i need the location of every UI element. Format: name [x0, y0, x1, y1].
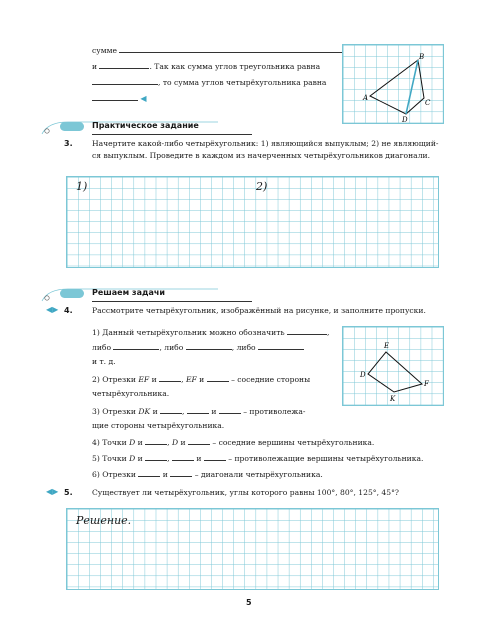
task4-etc: и т. д. — [92, 357, 116, 366]
item-text: и — [152, 407, 158, 416]
vertex-b-label: B — [419, 53, 425, 61]
intro-text: . Так как сумма углов треугольника равна — [149, 62, 321, 71]
segment-label: EF — [185, 375, 197, 384]
task4-item-5: 5) Точки D и , и – противолежащие вершины четырёхугольника. — [92, 454, 424, 463]
blank-field[interactable] — [159, 373, 184, 384]
header-underline — [92, 134, 252, 135]
task4-item-1b: либо , либо , либо — [92, 341, 304, 354]
vertex-d-label: D — [360, 371, 366, 379]
item-text: 3) Отрезки — [92, 407, 136, 416]
item-text: и — [162, 470, 168, 479]
blank-field[interactable] — [187, 405, 209, 414]
item-text: – противолежа- — [243, 407, 306, 416]
blank-field[interactable] — [119, 44, 349, 53]
blank-field[interactable] — [170, 468, 192, 477]
blank-field[interactable] — [188, 436, 210, 445]
section-title: Решаем задачи — [92, 288, 165, 297]
task4-text: Рассмотрите четырёхугольник, изображённый на рисунке, и заполните пропуски. — [92, 306, 426, 315]
section-title: Практическое задание — [92, 121, 199, 130]
quadrilateral-abcd-drawing — [342, 44, 442, 122]
task4-item-2-cont: четырёхугольника. — [92, 389, 170, 398]
task4-item-2 — [92, 373, 310, 386]
vertex-k-label: K — [390, 395, 396, 403]
task5-text: Существует ли четырёхугольник, углы которого равны 100°, 80°, 125°, 45°? — [92, 488, 399, 497]
item-text: и — [199, 375, 205, 384]
point-label: D — [129, 438, 136, 447]
blank-field[interactable] — [219, 405, 241, 414]
solution-label: Решение. — [76, 514, 132, 527]
task4-item-3: 3) Отрезки DK и , и – противолежа- — [92, 407, 306, 416]
vertex-a-label: A — [363, 94, 369, 102]
intro-text: сумме — [92, 46, 118, 55]
blank-field[interactable] — [172, 452, 194, 461]
task3-text-2: ся выпуклым. Проведите в каждом из начерченных четырёхугольников диагонали. — [92, 151, 431, 160]
item-text: либо — [164, 343, 184, 352]
item-text: либо — [92, 343, 112, 352]
page-number: 5 — [246, 598, 252, 607]
intro-line-3 — [92, 76, 326, 89]
item-text: и — [196, 454, 202, 463]
section-header-tasks — [38, 287, 238, 301]
item-text: 1) Данный четырёхугольник можно обозначить — [92, 328, 285, 337]
header-pill-icon — [60, 289, 84, 298]
quadrilateral-defk-drawing — [342, 326, 442, 404]
task4-item-6 — [92, 468, 323, 481]
blank-field[interactable] — [92, 76, 158, 85]
item-text: , — [181, 375, 184, 384]
vertex-f-label: F — [424, 380, 429, 388]
point-label: D — [171, 438, 179, 447]
blank-field[interactable] — [204, 452, 226, 461]
blank-field[interactable] — [207, 373, 229, 382]
item-text: 6) Отрезки — [92, 470, 136, 479]
item-text: 4) Точки — [92, 438, 127, 447]
intro-line-2 — [92, 60, 320, 73]
double-arrow-icon: ◀▶ — [46, 305, 59, 314]
task-number: 4. — [64, 306, 73, 315]
item-text: и — [137, 454, 143, 463]
item-text: либо — [236, 343, 256, 352]
blank-field[interactable] — [287, 326, 327, 335]
double-arrow-icon: ◀▶ — [46, 487, 59, 496]
segment-label: DK — [138, 407, 151, 416]
intro-line-4 — [92, 92, 147, 105]
grid-label-1: 1) — [76, 180, 88, 193]
header-underline — [92, 301, 252, 302]
task4-item-4: 4) Точки D и , D и – соседние вершины четырёхугольника. — [92, 438, 375, 447]
task4-item-1: 1) Данный четырёхугольник можно обозначить , — [92, 328, 330, 337]
task-number: 5. — [64, 488, 73, 497]
header-pill-icon — [60, 122, 84, 131]
item-text: и — [211, 407, 217, 416]
point-label: D — [129, 454, 136, 463]
item-text: и — [151, 375, 157, 384]
intro-text: , то сумма углов четырёхугольника равна — [158, 78, 327, 87]
section-header-practical — [38, 120, 238, 134]
blank-field[interactable] — [160, 405, 182, 414]
item-text: и — [137, 438, 143, 447]
vertex-e-label: E — [384, 342, 390, 350]
blank-field[interactable] — [99, 60, 149, 69]
item-text: и — [180, 438, 186, 447]
intro-line-1 — [92, 44, 349, 57]
blank-field[interactable] — [186, 341, 232, 350]
blank-field[interactable] — [113, 341, 159, 350]
task-number: 3. — [64, 139, 73, 148]
item-text: – соседние стороны — [231, 375, 311, 384]
vertex-c-label: C — [425, 99, 431, 107]
item-text: – диагонали четырёхугольника. — [194, 470, 323, 479]
segment-label: EF — [138, 375, 150, 384]
drawing-grid-task3[interactable] — [66, 176, 439, 268]
grid-label-2: 2) — [256, 180, 268, 193]
item-text: – соседние вершины четырёхугольника. — [212, 438, 375, 447]
item-text: – противолежащие вершины четырёхугольника. — [228, 454, 424, 463]
task4-item-3-cont: щие стороны четырёхугольника. — [92, 421, 225, 430]
intro-text: и — [92, 62, 98, 71]
item-text: 2) Отрезки — [92, 375, 136, 384]
blank-field[interactable] — [145, 452, 167, 461]
task3-text-1: Начертите какой-либо четырёхугольник: 1) являющийся выпуклым; 2) не являющий- — [92, 139, 439, 148]
blank-field[interactable] — [92, 92, 138, 101]
arrow-left-icon: ◀ — [140, 94, 147, 103]
blank-field[interactable] — [145, 436, 167, 445]
vertex-d-label: D — [402, 116, 408, 122]
blank-field[interactable] — [138, 468, 160, 477]
item-text: 5) Точки — [92, 454, 127, 463]
blank-field[interactable] — [258, 341, 304, 350]
